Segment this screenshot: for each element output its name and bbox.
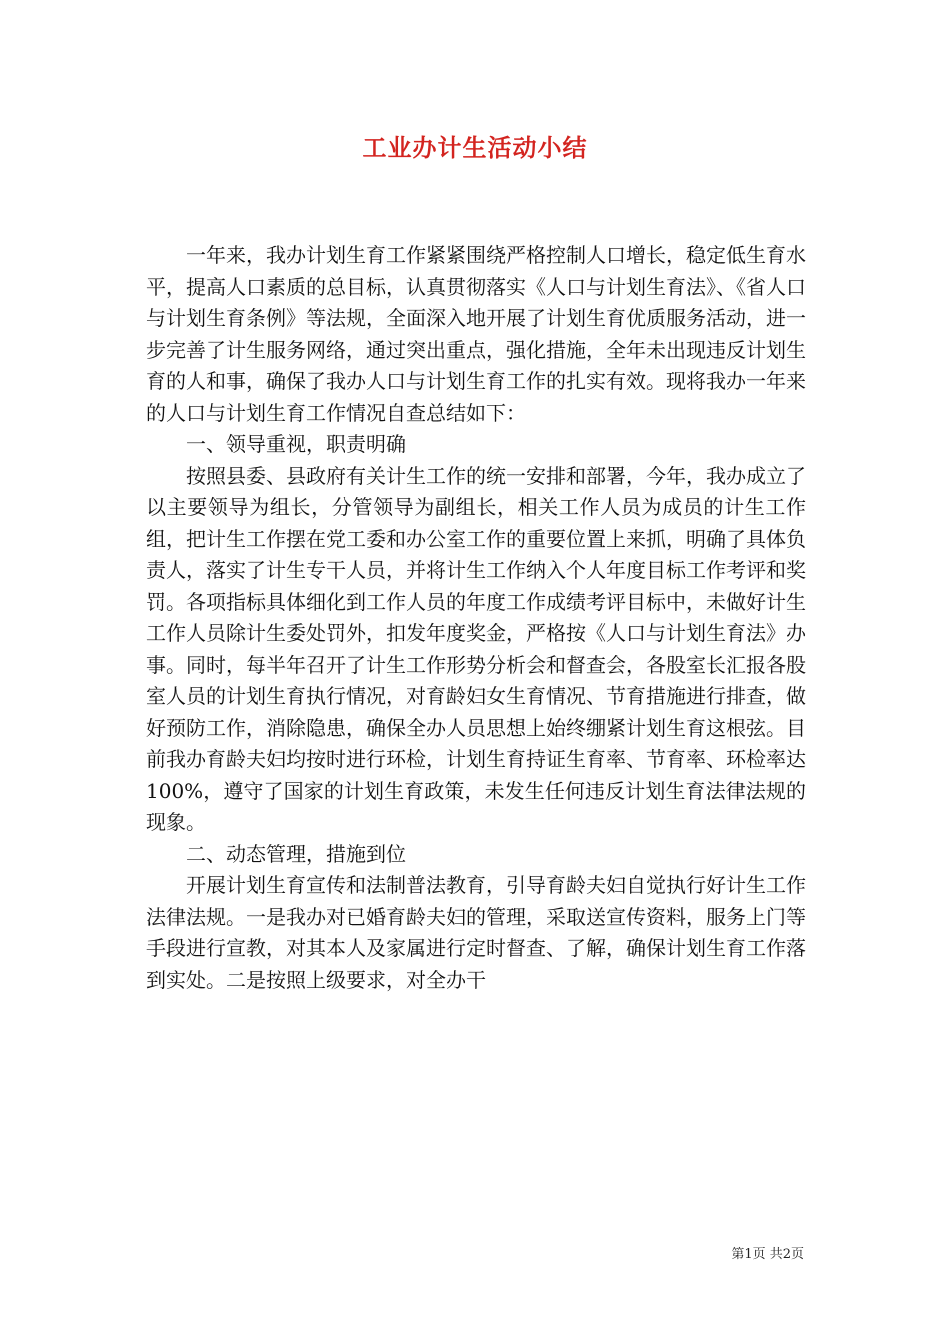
section-1-paragraph: 按照县委、县政府有关计生工作的统一安排和部署，今年，我办成立了以主要领导为组长，分管领导为副组长，相关工作人员为成员的计生工作组，把计生工作摆在党工委和办公室工作的重要位置上来抓，明确了具体负责人，落实了计生专干人员，并将计生工作纳入个人年度目标工作考评和奖罚。各项指标具体细化到工作人员的年度工作成绩考评目标中，未做好计生工作人员除计生委处罚外，扣发年度奖金，严格按《人口与计划生育法》办事。同时，每半年召开了计生工作形势分析会和督查会，各股室长汇报各股室人员的计划生育执行情况，对育龄妇女生育情况、节育措施进行排查，做好预防工作，消除隐患，确保全办人员思想上始终绷紧计划生育这根弦。目前我办育龄夫妇均按时进行环检，计划生育持证生育率、节育率、环检率达100%，遵守了国家的计划生育政策，未发生任何违反计划生育法律法规的现象。	[146, 463, 806, 834]
page-number: 第1页 共2页	[731, 1247, 804, 1262]
section-heading-1: 一、领导重视，职责明确	[186, 432, 406, 456]
section-heading-2: 二、动态管理，措施到位	[186, 841, 406, 866]
document-body	[146, 240, 806, 996]
document-title: 工业办计生活动小结	[362, 133, 588, 162]
section-2-paragraph: 开展计划生育宣传和法制普法教育，引导育龄夫妇自觉执行好计生工作法律法规。一是我办对已婚育龄夫妇的管理，采取送宣传资料，服务上门等手段进行宣教，对其本人及家属进行定时督查、了解，确保计划生育工作落到实处。二是按照上级要求，对全办干	[146, 873, 806, 992]
intro-paragraph: 一年来，我办计划生育工作紧紧围绕严格控制人口增长，稳定低生育水平，提高人口素质的总目标，认真贯彻落实《人口与计划生育法》、《省人口与计划生育条例》等法规，全面深入地开展了计划生育优质服务活动，进一步完善了计生服务网络，通过突出重点，强化措施，全年未出现违反计划生育的人和事，确保了我办人口与计划生育工作的扎实有效。现将我办一年来的人口与计划生育工作情况自查总结如下：	[146, 243, 806, 425]
